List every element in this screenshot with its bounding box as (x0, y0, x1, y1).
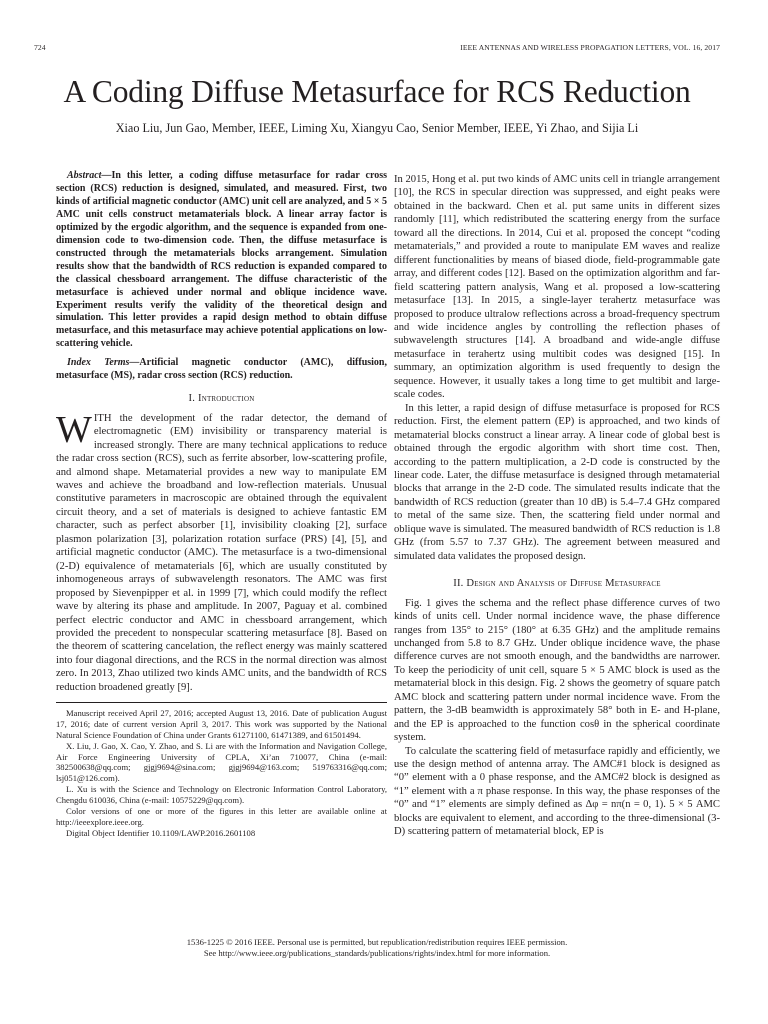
footnotes (56, 708, 387, 838)
abstract (56, 170, 387, 351)
abstract-text: In this letter, a coding diffuse metasurface for radar cross section (RCS) reduction is designed, simulated, and measured. First, two kinds of artificial magnetic conductor (AMC) unit cell are analyzed, and 5 × 5 AMC unit cells construct metamaterials block. A linear array factor is optimized by the ergodic algorithm, and the sequence is expanded from one-dimension code to two-dimension code. Then, the diffuse metasurface is constructed through the metamaterials blocks arrangement. Simulation results show that the bandwidth of RCS reduction is expanded compared to the classical chessboard arrangement. The diffuse characteristic of the metasurface is achieved under normal and oblique incidence wave. Experiment results verify the validity of the theoretical design and simulation. This letter provides a rapid design method to obtain diffuse metasurface, and this metasurface may achieve potential applications on low-scattering vehicle. (56, 170, 387, 350)
intro-paragraph-1-text: ITH the development of the radar detector, the demand of electromagnetic (EM) invisibility or transparency material is increased strongly. There are many technical applications to reduce the radar cross section (RCS), such as ferrite absorber, low-scattering profile, and almond shape. Metamaterial provides a new way to manipulate EM waves and achieve the broadband and low-reflection materials. Unusual constitutive parameters in macroscopic are obtained through the equivalent circuit theory, and a set of materials is designed to achieve fantastic EM character, such as perfect absorber [1], invisibility cloaking [2], surface plasmon polarization [3], polarization rotation surface (PRS) [4], [5], and artificial magnetic conductor (AMC). The metasurface is a two-dimensional (2-D) equivalence of metamaterials [6], which are usually constituted by inhomogeneous arrays of subwavelength resonators. The AMC was first proposed by Sievenpipper et al. in 1999 [7], which could modify the reflect wave by altering its phase and amplitude. In 2007, Paguay et al. combined perfect electric conductor and AMC in chessboard arrangement, which provided the precedent to nonspecular scattering metasurface [8]. Based on the theorem of scattering cancelation, the reflect energy was mainly scattered into four diagonal directions, and the RCS in the normal direction was almost zero. In 2013, Zhao utilized two kinds AMC units, and the bandwidth of RCS reduction broadened greatly [9]. (56, 412, 387, 693)
index-terms-text: Artificial magnetic conductor (AMC), diffusion, metasurface (MS), radar cross section (RCS) reduction. (56, 357, 387, 382)
copyright-footer (34, 937, 720, 959)
drop-cap: W (56, 408, 92, 451)
section-heading-design: II. Design and Analysis of Diffuse Metasurface (453, 578, 661, 590)
footnote-manuscript: Manuscript received April 27, 2016; accepted August 13, 2016. Date of publication August 17, 2016; date of current version April 3, 2017. This work was supported by the National Natural Science Foundation of China under Grants 61271100, 61471389, and 61501494. (56, 708, 387, 740)
intro-paragraph-1 (56, 408, 387, 695)
intro-paragraph-2: In 2015, Hong et al. put two kinds of AMC units cell in triangle arrangement [10], the RCS in specular direction was suppressed, and eight peaks were obtained in the backward. Chen et al. put same units in different sizes randomly [11], which redistributed the scattering energy from the surface toward all the directions. In 2014, Cui et al. proposed the concept “coding metamaterials,” and provided a route to manipulate EM waves and realize different functionalities by means of biased diode, field-programmable gate array, and different codes [12]. Based on the optimization algorithm and far-field scattering pattern analysis, Wang et al. proposed a low-scattering metasurface [13]. In 2015, a single-layer terahertz metasurface was proposed to produce ultralow reflections across a broad-frequency spectrum and wide incidence angles by controlling the reflection phases of subwavelength structures [14]. A broadband and wide-angle diffuse metasurface in terahertz using multibit codes was designed [15]. In summary, an optimization algorithm is used frequently to design the sequence. However, it usually takes a long time to get multibit and large-scale codes. (394, 174, 720, 401)
page-number: 724 (34, 43, 46, 52)
intro-paragraph-3: In this letter, a rapid design of diffuse metasurface is proposed for RCS reduction. First, the element pattern (EP) is approached, and two kinds of metamaterial blocks construct a linear array. A linear code of global best is obtained through the ergodic algorithm with short time cost. Then, according to the pattern multiplication, a 2-D code is constructed by the linear code. Later, the diffuse metasurface is designed through metamaterial blocks that arrange in the 2-D code. The simulated results indicate that the bandwidth of RCS reduction (greater than 10 dB) is 5.4–7.4 GHz compared to metal of the same size. Then, the scattering field under normal and oblique wave is simulated. The measured bandwidth of RCS reduction is 1.8 GHz (from 5.57 to 7.37 GHz). The agreement between measured and simulated data validates the proposed design. (394, 402, 720, 562)
right-column (394, 173, 720, 839)
index-terms-label: Index Terms— (67, 357, 140, 369)
journal-header: IEEE ANTENNAS AND WIRELESS PROPAGATION LETTERS, VOL. 16, 2017 (460, 43, 720, 52)
footnote-divider (56, 702, 387, 703)
design-paragraph-2: To calculate the scattering field of metasurface rapidly and efficiently, we use the design method of antenna array. The AMC#1 block is designed as “0” element with a 0 phase response, and the AMC#2 block is designed as “1” element with a π phase response. In this way, the phase responses of the “0” and “1” elements are simply defined as Δφ = nπ(n = 0, 1). 5 × 5 AMC blocks are equivalent to element, and according to the three-dimensional (3-D) scattering pattern of metamaterial block, EP is (394, 745, 720, 838)
rights-url-line: See http://www.ieee.org/publications_standards/publications/rights/index.html for more information. (203, 948, 551, 958)
footnote-affiliation-1: X. Liu, J. Gao, X. Cao, Y. Zhao, and S. Li are with the Information and Navigation College, Air Force Engineering University of CPLA, Xi’an 710077, China (e-mail: 382500638@qq.com; gjgj9694@sina.com; gjgj9694@163.com; 519763316@qq.com; lsj051@126.com). (56, 740, 387, 784)
footnote-affiliation-2: L. Xu is with the Science and Technology on Electronic Information Control Laboratory, Chengdu 610036, China (e-mail: 10575229@qq.com). (56, 784, 387, 805)
footnote-doi: Digital Object Identifier 10.1109/LAWP.2016.2601108 (66, 827, 256, 838)
section-heading-introduction: I. Introduction (188, 393, 255, 405)
author-list: Xiao Liu, Jun Gao, Member, IEEE, Liming Xu, Xiangyu Cao, Senior Member, IEEE, Yi Zhao, and Sijia Li (115, 121, 639, 135)
index-terms (56, 357, 387, 383)
copyright-line: 1536-1225 © 2016 IEEE. Personal use is permitted, but republication/redistribution requires IEEE permission. (186, 937, 568, 947)
design-paragraph-1: Fig. 1 gives the schema and the reflect phase difference curves of two kinds of units cell. Under normal incidence wave, the phase difference ranges from 135° to 215° (180° at 6.35 GHz) and the amplitude remains unchanged from 5.8 to 8.7 GHz. Under oblique incidence wave, the phase difference curves are not smooth enough, and the bandwidths are narrower. To keep the periodicity of unit cell, square 5 × 5 AMC block is used as the metamaterial block in this design. Fig. 2 shows the geometry of square patch AMC block and scattering pattern under normal incidence wave. From the pattern, the 3-dB beamwidth is approximately 58° both in E- and H-plane, and the EP is approached to the function cosθ in the spherical coordinate system. (394, 597, 720, 744)
footnote-color-versions: Color versions of one or more of the figures in this letter are available online at http://ieeexplore.ieee.org. (56, 805, 387, 827)
paper-title: A Coding Diffuse Metasurface for RCS Reduction (63, 74, 691, 109)
left-column (56, 170, 387, 838)
abstract-label: Abstract— (67, 170, 112, 181)
